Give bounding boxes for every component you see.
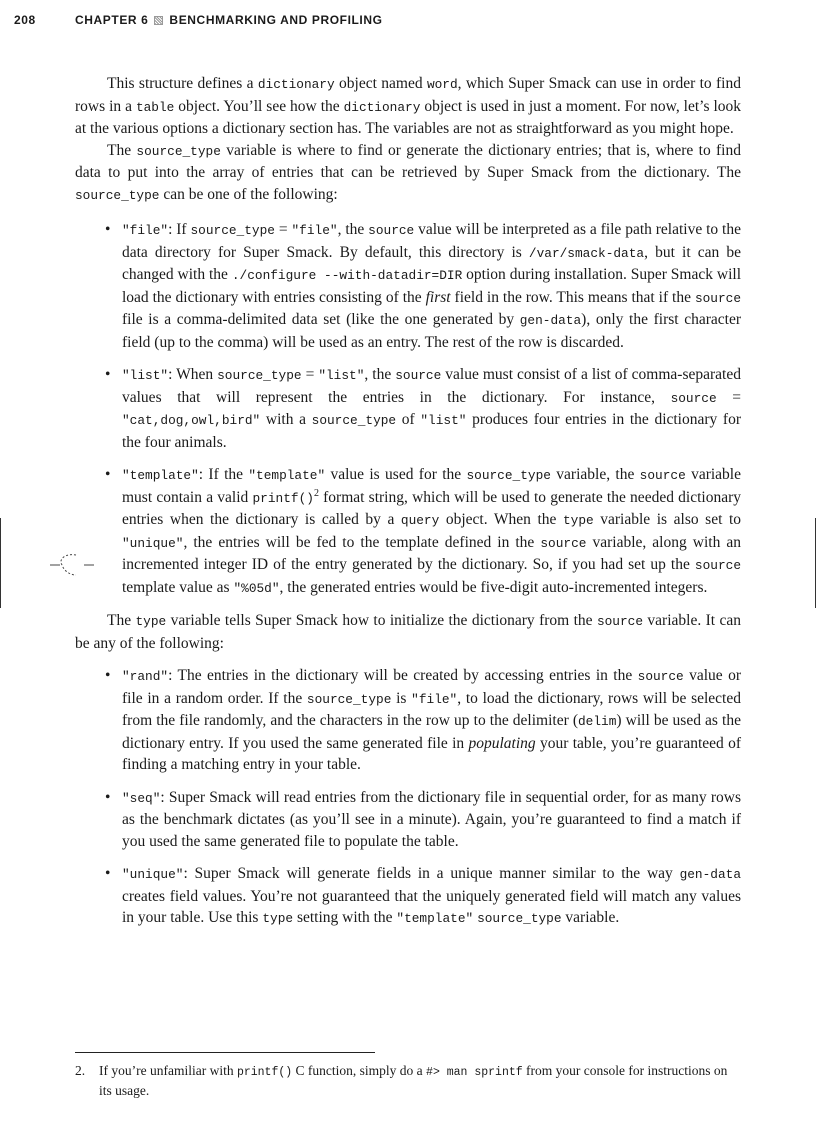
footnote [75, 1062, 735, 1100]
source-type-list [75, 219, 741, 599]
bullet-icon: • [105, 366, 111, 383]
square-separator-icon [154, 16, 163, 25]
bullet-icon: • [105, 221, 111, 238]
list-item-template: • "template": If the "template" value is used for the source_type variable, the source variable must contain a valid printf()$^2$ format string, which will be used to generate the needed dictionary entries when the dictionary is called by a query object. When the type variable is also set to "unique", the entries will be fed to the template defined in the source variable, along with an incremented integer ID of the entry generated by the dictionary. So, if you had set up the source template value as "%05d", the generated entries would be five-digit auto-incremented integers. [105, 466, 742, 596]
source-type-paragraph: The source_type variable is where to find or generate the dictionary entries; that is, where to find data to put into the array of entries that can be retrieved by Super Smack from the dictionary. The source_type can be one of the following: [75, 141, 741, 203]
type-paragraph: The type variable tells Super Smack how to initialize the dictionary from the source variable. It can be any of the following: [75, 612, 741, 652]
page-body [75, 73, 741, 941]
list-item-rand: • "rand": The entries in the dictionary will be created by accessing entries in the source value or file in a random order. If the source_type is "file", to load the dictionary, rows will be selected from the file randomly, and the characters in the row up to the delimiter (delim) will be used as the dictionary entry. If you used the same generated file in populating your table, you’re guaranteed of finding a matching entry in your table. [105, 667, 741, 773]
type-list [75, 665, 741, 930]
list-item-seq: • "seq": Super Smack will read entries from the dictionary file in sequential order, for as many rows as the benchmark dictates (as you’ll see in a minute). Again, you’re guaranteed to find a match if you used the same generated file to populate the table. [105, 788, 741, 850]
list-item-unique: • "unique": Super Smack will generate fields in a unique manner similar to the way gen-data creates field values. You’re not guaranteed that the uniquely generated field will match any values in your table. Use this type setting with the "template" source_type variable. [105, 865, 741, 926]
crop-mark-left [0, 518, 1, 608]
running-header [14, 13, 794, 29]
footnote-reference: 2 [313, 487, 319, 499]
bullet-icon: • [105, 788, 111, 806]
chapter-title: BENCHMARKING AND PROFILING [169, 13, 383, 27]
page-number: 208 [14, 13, 36, 27]
bullet-icon: • [105, 667, 111, 684]
list-item-file: • "file": If source_type = "file", the source value will be interpreted as a file path relative to the data directory for Super Smack. By default, this directory is /var/smack-data, but it can be changed with the ./configure --with-datadir=DIR option during installation. Super Smack will load the dictionary with entries consisting of the first field in the row. This means that if the source file is a comma-delimited data set (like the one generated by gen-data), only the first character field (up to the comma) will be used as an entry. The rest of the row is discarded. [105, 221, 742, 351]
list-item-list: • "list": When source_type = "list", the source value must consist of a list of comma-separated values that will represent the entries in the dictionary. For instance, source = "cat,dog,owl,bird" with a source_type of "list" produces four entries in the dictionary for the four animals. [105, 366, 742, 451]
intro-paragraph: This structure defines a dictionary object named word, which Super Smack can use in order to find rows in a table object. You’ll see how the dictionary object is used in just a moment. For now, let’s look at the various options a dictionary section has. The variables are not as straightforward as you might hope. [75, 75, 742, 137]
bullet-icon: • [105, 466, 111, 483]
bullet-icon: • [105, 865, 111, 882]
chapter-label: CHAPTER 6 [75, 13, 149, 27]
chapter-heading [75, 13, 383, 27]
footnote-number: 2. [75, 1063, 86, 1078]
footnote-divider [75, 1052, 375, 1053]
footnote-text: If you’re unfamiliar with printf() C function, simply do a #> man sprintf from your console for instructions on its usage. [99, 1063, 728, 1098]
